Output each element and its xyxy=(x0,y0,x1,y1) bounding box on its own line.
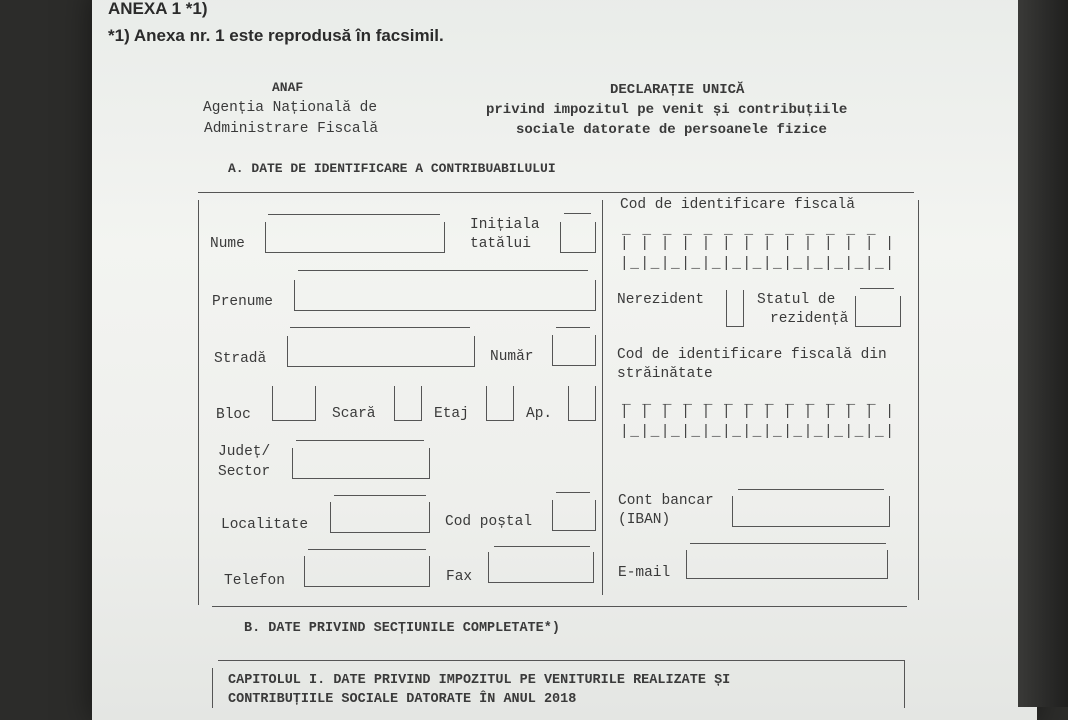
label-scara: Scară xyxy=(332,406,376,422)
etaj-field[interactable] xyxy=(486,386,514,421)
initiala-field[interactable] xyxy=(560,222,596,253)
agency-line1: Agenția Națională de xyxy=(203,100,378,116)
label-cont-2: (IBAN) xyxy=(618,512,671,528)
label-initiala-1: Inițiala xyxy=(470,217,540,233)
section-b-title: B. DATE PRIVIND SECȚIUNILE COMPLETATE*) xyxy=(244,621,560,636)
label-cod-postal: Cod poștal xyxy=(445,514,533,530)
annex-note: *1) Anexa nr. 1 este reprodusă în facsimil. xyxy=(108,26,444,45)
label-statul-1: Statul de xyxy=(757,292,836,308)
chapter-1-title-line1: CAPITOLUL I. DATE PRIVIND IMPOZITUL PE VENITURILE REALIZATE ȘI xyxy=(228,673,731,688)
label-bloc: Bloc xyxy=(216,407,251,423)
cod-postal-field[interactable] xyxy=(552,500,596,531)
annex-title: ANEXA 1 *1) xyxy=(108,0,208,18)
ap-field[interactable] xyxy=(568,386,596,421)
cif-strain-digits-mid[interactable]: | | | | | | | | | | | | | | xyxy=(620,404,896,420)
statul-rezidenta-field[interactable] xyxy=(855,296,901,327)
iban-field[interactable] xyxy=(732,496,890,527)
section-a-title: A. DATE DE IDENTIFICARE A CONTRIBUABILULUI xyxy=(228,161,556,176)
label-cif: Cod de identificare fiscală xyxy=(620,197,855,213)
numar-field[interactable] xyxy=(552,335,596,366)
label-email: E-mail xyxy=(618,565,671,581)
localitate-field[interactable] xyxy=(330,502,430,533)
label-cif-strainatate-2: străinătate xyxy=(617,366,713,382)
label-numar: Număr xyxy=(490,349,534,365)
label-prenume: Prenume xyxy=(212,294,273,310)
label-nume: Nume xyxy=(210,236,245,252)
declaration-title: DECLARAȚIE UNICĂ xyxy=(610,82,745,98)
label-etaj: Etaj xyxy=(434,406,469,422)
cif-strain-digits-bot[interactable]: |_|_|_|_|_|_|_|_|_|_|_|_|_| xyxy=(620,424,896,440)
fax-field[interactable] xyxy=(488,552,594,583)
agency-short: ANAF xyxy=(272,80,304,95)
label-judet-2: Sector xyxy=(218,464,271,480)
label-strada: Stradă xyxy=(214,351,267,367)
nume-field[interactable] xyxy=(265,222,445,253)
telefon-field[interactable] xyxy=(304,556,430,587)
monitor-bezel xyxy=(1018,0,1068,707)
label-judet-1: Județ/ xyxy=(218,444,271,460)
email-field[interactable] xyxy=(686,550,888,579)
label-cont-1: Cont bancar xyxy=(618,493,714,509)
label-localitate: Localitate xyxy=(221,517,309,533)
cif-digits-mid[interactable]: | | | | | | | | | | | | | | xyxy=(620,236,896,252)
cif-strain-digits-top: _ _ _ _ _ _ _ _ _ _ _ _ _ xyxy=(622,392,878,408)
nerezident-checkbox[interactable] xyxy=(726,290,744,327)
agency-line2: Administrare Fiscală xyxy=(204,121,379,137)
bloc-field[interactable] xyxy=(272,386,316,421)
label-fax: Fax xyxy=(446,569,473,585)
label-ap: Ap. xyxy=(526,406,553,422)
label-telefon: Telefon xyxy=(224,573,285,589)
label-cif-strainatate-1: Cod de identificare fiscală din xyxy=(617,347,887,363)
prenume-field[interactable] xyxy=(294,280,596,311)
judet-field[interactable] xyxy=(292,448,430,479)
chapter-1-title-line2: CONTRIBUȚIILE SOCIALE DATORATE ÎN ANUL 2018 xyxy=(228,692,577,707)
declaration-subtitle-1: privind impozitul pe venit și contribuțiile xyxy=(486,102,848,118)
label-initiala-2: tatălui xyxy=(470,236,531,252)
scara-field[interactable] xyxy=(394,386,422,421)
declaration-subtitle-2: sociale datorate de persoanele fizice xyxy=(516,122,827,138)
strada-field[interactable] xyxy=(287,336,475,367)
label-statul-2: rezidență xyxy=(770,311,849,327)
cif-digits-top: _ _ _ _ _ _ _ _ _ _ _ _ _ xyxy=(622,222,878,238)
label-nerezident: Nerezident xyxy=(617,292,705,308)
cif-digits-bot[interactable]: |_|_|_|_|_|_|_|_|_|_|_|_|_| xyxy=(620,256,896,272)
